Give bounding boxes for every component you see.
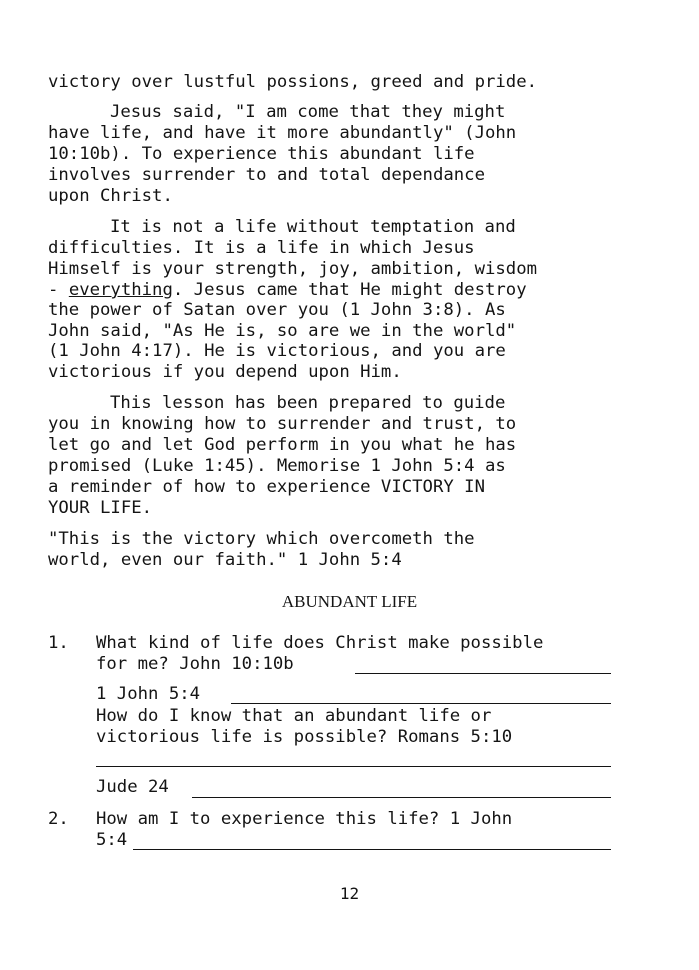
- question-1-text: What kind of life does Christ make possible: [96, 633, 544, 653]
- emphasis-everything: everything: [68, 280, 173, 300]
- question-1-reference: 1 John 5:4: [96, 684, 201, 704]
- paragraph-4-line: YOUR LIFE.: [48, 498, 153, 518]
- paragraph-2-line: Jesus said, "I am come that they might: [110, 102, 506, 122]
- question-1-text: for me? John 10:10b: [96, 654, 294, 674]
- question-2-number: 2.: [48, 809, 69, 829]
- verse-line: "This is the victory which overcometh the: [48, 529, 475, 549]
- paragraph-1-line: victory over lustful possions, greed and pride.: [48, 72, 537, 92]
- verse-line: world, even our faith." 1 John 5:4: [48, 550, 402, 570]
- answer-blank[interactable]: [192, 797, 611, 798]
- paragraph-4-line: a reminder of how to experience VICTORY IN: [48, 477, 485, 497]
- answer-blank[interactable]: [355, 673, 611, 674]
- paragraph-2-line: upon Christ.: [48, 186, 173, 206]
- paragraph-2-line: involves surrender to and total dependance: [48, 165, 485, 185]
- paragraph-3-line: difficulties. It is a life in which Jesus: [48, 238, 475, 258]
- line-rest: . Jesus came that He might destroy: [172, 280, 527, 300]
- paragraph-3-line: It is not a life without temptation and: [110, 217, 516, 237]
- section-title: ABUNDANT LIFE: [281, 592, 418, 611]
- paragraph-3-line: (1 John 4:17). He is victorious, and you are: [48, 341, 506, 361]
- question-1-text: victorious life is possible? Romans 5:10: [96, 727, 513, 747]
- paragraph-4-line: you in knowing how to surrender and trust, to: [48, 414, 517, 434]
- question-1-number: 1.: [48, 633, 69, 653]
- question-1-text: How do I know that an abundant life or: [96, 706, 492, 726]
- paragraph-4-line: let go and let God perform in you what he has: [48, 435, 517, 455]
- paragraph-3-line: [48, 280, 527, 301]
- paragraph-3-line: victorious if you depend upon Him.: [48, 362, 402, 382]
- paragraph-3-line: Himself is your strength, joy, ambition, wisdom: [48, 259, 537, 279]
- answer-blank[interactable]: [96, 766, 611, 767]
- question-2-text: 5:4: [96, 830, 128, 850]
- question-2-text: How am I to experience this life? 1 John: [96, 809, 513, 829]
- paragraph-4-line: This lesson has been prepared to guide: [110, 393, 506, 413]
- question-1-reference: Jude 24: [96, 777, 169, 797]
- answer-blank[interactable]: [231, 703, 611, 704]
- paragraph-4-line: promised (Luke 1:45). Memorise 1 John 5:4 as: [48, 456, 506, 476]
- dash: -: [48, 280, 69, 300]
- paragraph-3-line: the power of Satan over you (1 John 3:8). As: [48, 300, 506, 320]
- paragraph-2-line: have life, and have it more abundantly" (John: [48, 123, 517, 143]
- paragraph-3-line: John said, "As He is, so are we in the world": [48, 321, 517, 341]
- paragraph-2-line: 10:10b). To experience this abundant life: [48, 144, 475, 164]
- answer-blank[interactable]: [133, 849, 611, 850]
- page-number: 12: [339, 884, 360, 903]
